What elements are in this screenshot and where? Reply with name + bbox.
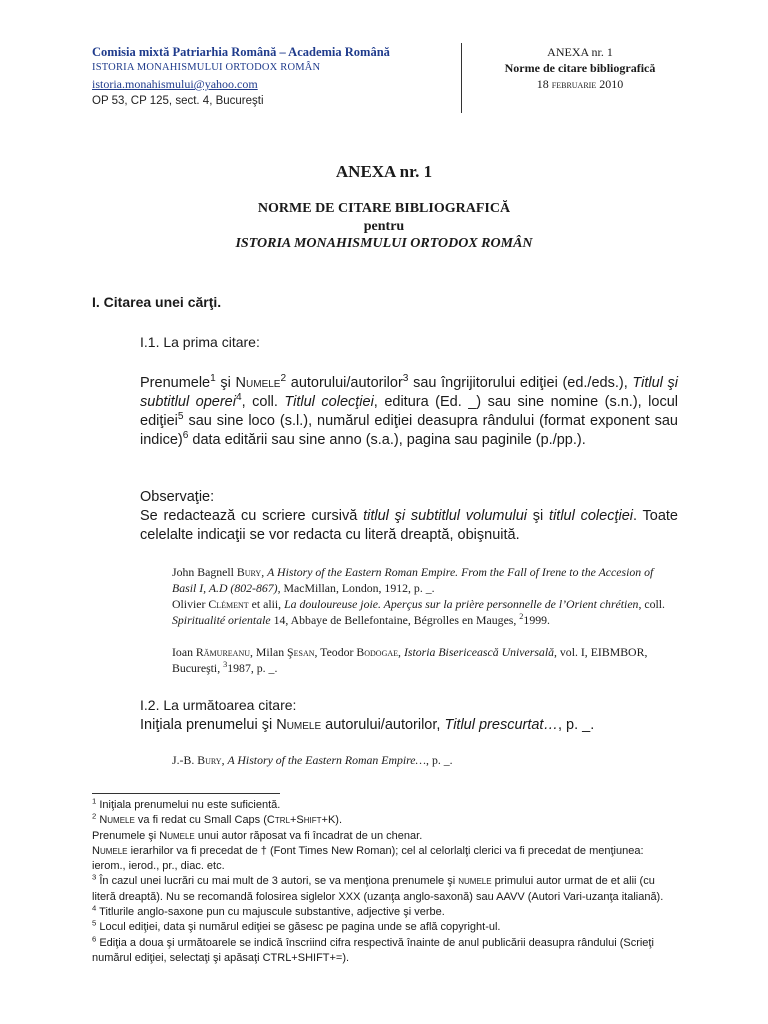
email-link[interactable]: istoria.monahismului@yahoo.com bbox=[92, 77, 258, 91]
footnotes bbox=[92, 798, 680, 966]
footnote-2-line3: Numele ierarhilor va fi precedat de † (Font Times New Roman); cel al celorlalţi clerici va fi precedat de menţiunea: ierom., ierod., pr., diac. etc. bbox=[92, 844, 644, 873]
section-heading: I. Citarea unei cărţi. bbox=[92, 294, 222, 310]
page-title: ANEXA nr. 1 bbox=[335, 162, 433, 181]
header-divider bbox=[461, 43, 462, 113]
header-date: 18 februarie 2010 bbox=[536, 77, 624, 91]
example-citation-ramureanu: Ioan Rămureanu, Milan Şesan, Teodor Bodogae, Istoria Bisericească Universală, vol. I, EIBMBOR, Bucureşti, $^3$1987, p. _. bbox=[172, 645, 648, 675]
subsection-1-heading: I.1. La prima citare: bbox=[140, 334, 260, 350]
subsequent-citation-format: Iniţiala prenumelui şi Numele autorului/autorilor, Titlul prescurtat…, p. _. bbox=[140, 717, 595, 733]
postal-address: OP 53, CP 125, sect. 4, Bucureşti bbox=[92, 95, 264, 107]
title-istoria: ISTORIA MONAHISMULUI ORTODOX ROMÂN bbox=[235, 236, 533, 251]
title-pentru: pentru bbox=[363, 219, 405, 234]
footnote-4: $^4$ Titlurile anglo-saxone pun cu majuscule substantive, adjective şi verbe. bbox=[92, 903, 445, 919]
header-left bbox=[92, 44, 452, 109]
footnote-1: $^1$ Iniţiala prenumelui nu este suficientă. bbox=[92, 796, 281, 811]
subsection-2-heading: I.2. La următoarea citare: bbox=[140, 697, 297, 713]
citation-format-paragraph: Prenumele$^1$ şi Numele$^2$ autorului/autorilor$^3$ sau îngrijitorului ediţiei (ed./eds.), Titlul şi subtitlul operei$^4$, coll. Titlul colecţiei, editura (Ed. _) sau sine nomine (s.n.), locul ediţiei$^5$ sau sine loco (s.l.), numărul ediţiei deasupra rândului (format exponent sau indice)$^6$ data editării sau sine anno (s.a.), pagina sau paginile (p./pp.). bbox=[140, 373, 679, 448]
footnote-6: $^6$ Ediţia a doua şi următoarele se indică înscriind cifra respectivă înainte de anul publicării deasupra rândului (Scrieţi numărul ediţiei, selectaţi şi apăsaţi CTRL+SHIFT+=). bbox=[92, 934, 654, 964]
footnote-separator bbox=[92, 793, 280, 794]
title-norme: NORME DE CITARE BIBLIOGRAFICĂ bbox=[257, 201, 511, 216]
project-name: ISTORIA MONAHISMULUI ORTODOX ROMÂN bbox=[92, 62, 321, 73]
footnote-2-line2: Prenumele şi Numele unui autor răposat va fi încadrat de un chenar. bbox=[92, 829, 423, 842]
footnote-3: $^3$ În cazul unei lucrări cu mai mult de 3 autori, se va menţiona prenumele şi numele primului autor urmat de et alii (cu literă dreaptă). Nu se recomandă folosirea siglelor XXX (uzanţa anglo-saxonă) sau AAVV (Autori Vari-uzanţa italiană). bbox=[92, 872, 664, 903]
footnote-2: $^2$ Numele va fi redat cu Small Caps (Ctrl+Shift+K). bbox=[92, 811, 342, 827]
example-citation-clement: Olivier Clément et alii, La douloureuse joie. Aperçus sur la prière personnelle de l’Orient chrétien, coll. Spiritualité orientale 14, Abbaye de Bellefontaine, Bégrolles en Mauges, $^2$1999. bbox=[172, 597, 666, 627]
observation-label: Observaţie: bbox=[140, 489, 215, 505]
observation-text: Se redactează cu scriere cursivă titlul şi subtitlul volumului şi titlul colecţiei. Toate celelalte indicaţii se vor redacta cu literă dreaptă, obişnuită. bbox=[140, 508, 678, 543]
footnote-5: $^5$ Locul ediţiei, data şi numărul ediţiei se găsesc pe pagina unde se află copyright-ul. bbox=[92, 918, 501, 934]
example-citation-bury: John Bagnell Bury, A History of the Eastern Roman Empire. From the Fall of Irene to the Accesion of Basil I, A.D (802-867), MacMillan, London, 1912, p. _. bbox=[172, 565, 654, 595]
header-right bbox=[472, 44, 688, 92]
header-annex: ANEXA nr. 1 bbox=[547, 45, 613, 59]
header-subtitle: Norme de citare bibliografică bbox=[504, 61, 656, 75]
organization-name: Comisia mixtă Patriarhia Română – Academia Română bbox=[92, 45, 390, 59]
example-short-citation: J.-B. Bury, A History of the Eastern Roman Empire…, p. _. bbox=[172, 753, 453, 767]
